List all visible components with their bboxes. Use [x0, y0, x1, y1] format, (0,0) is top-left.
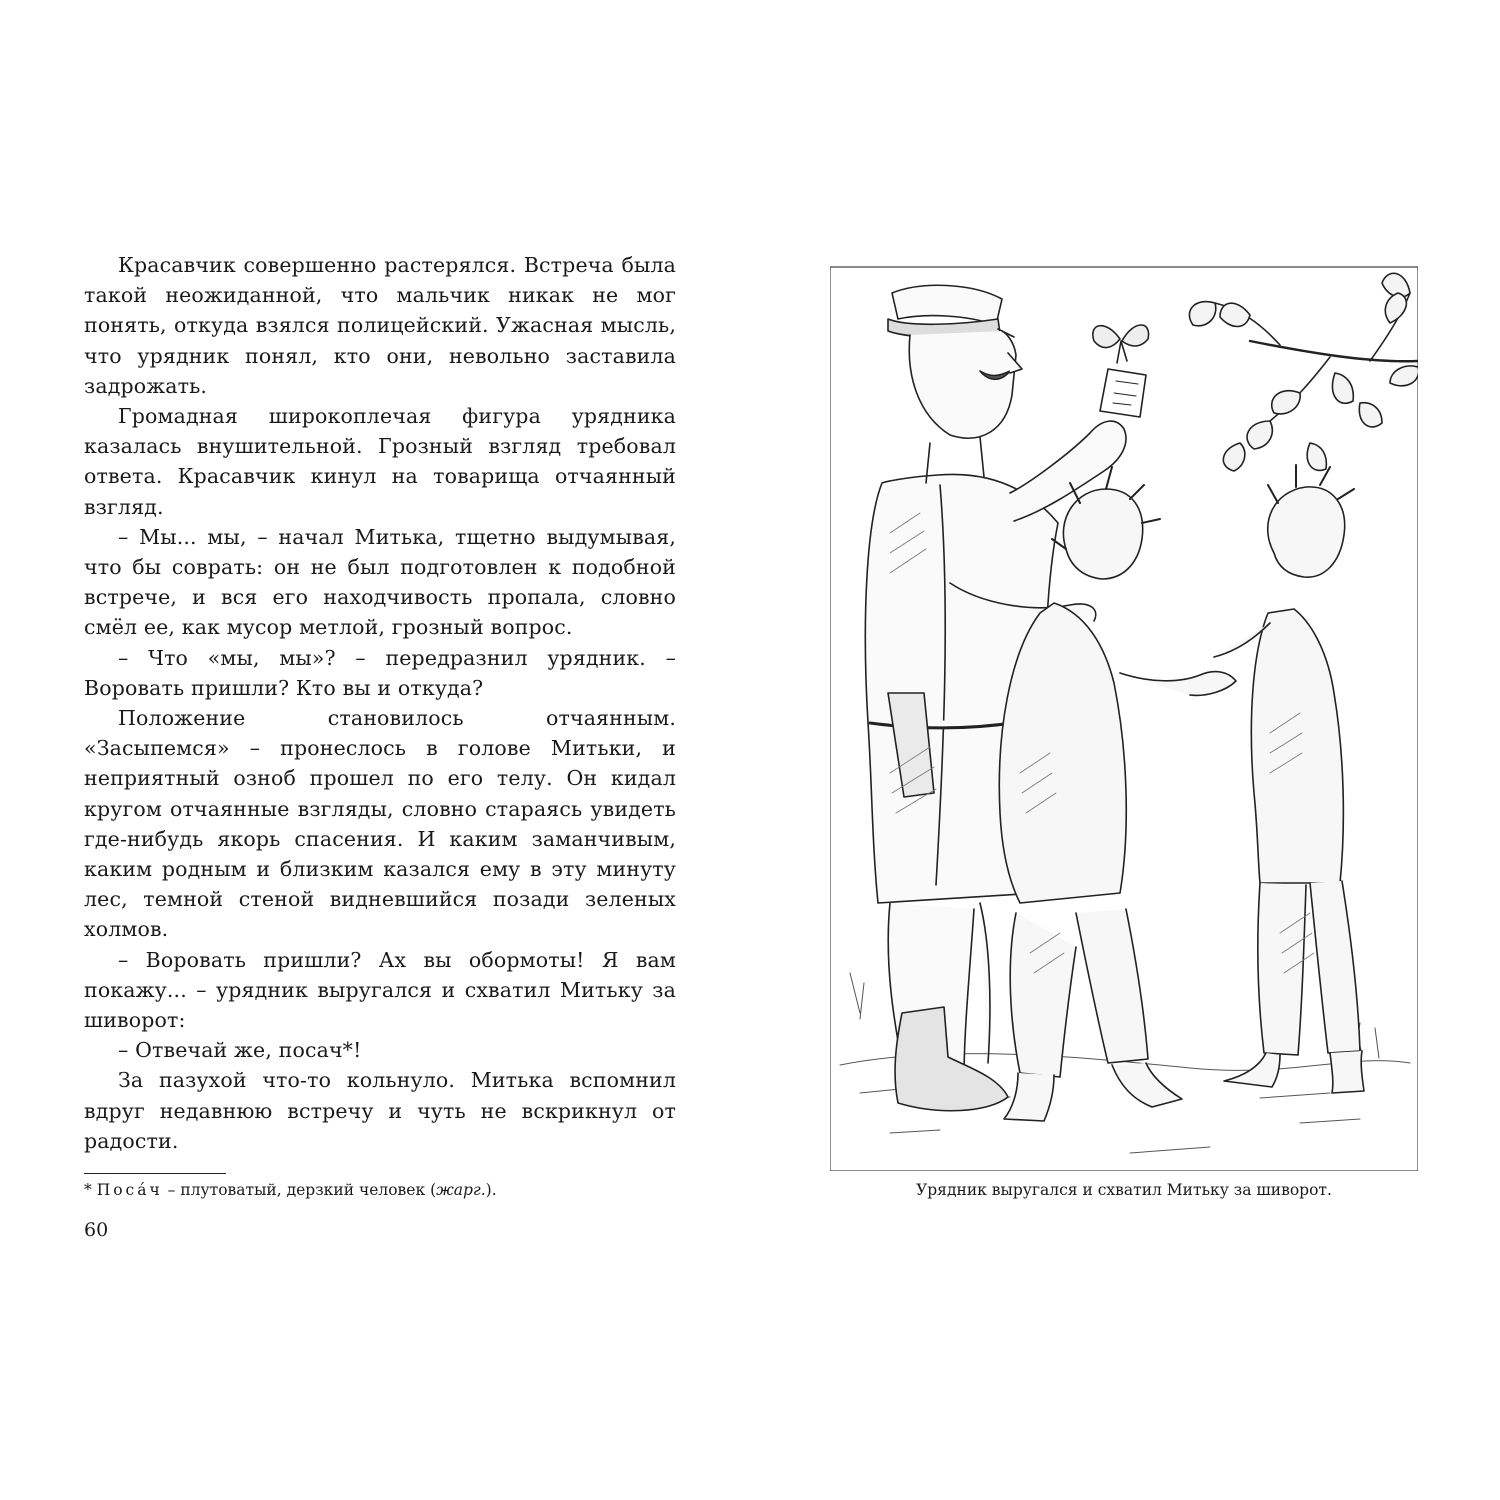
body-text	[84, 250, 676, 1156]
paragraph: Положение становилось отчаянным. «Засыпемся» – пронеслось в голове Митьки, и неприятный озноб прошел по его телу. Он кидал кругом отчаянные взгляды, словно стараясь увидеть где-нибудь якорь спасения. И каким заманчивым, каким родным и близким казался ему в эту минуту лес, темной стеной видневшийся позади зеленых холмов.	[84, 706, 676, 942]
footnote-marker: *	[84, 1181, 97, 1199]
page-number: 60	[84, 1219, 109, 1241]
dialogue-paragraph: – Мы... мы, – начал Митька, тщетно выдумывая, что бы соврать: он не был подготовлен к подобной встрече, и вся его находчивость пропала, словно смёл ее, как мусор метлой, грозный вопрос.	[84, 524, 676, 640]
paragraph: Красавчик совершенно растерялся. Встреча была такой неожиданной, что мальчик никак не мог понять, откуда взялся полицейский. Ужасная мысль, что урядник понял, кто они, невольно заставила задрожать.	[84, 253, 676, 398]
footnote-term: Посáч	[96, 1181, 163, 1199]
footnote-definition: – плутоватый, дерзкий человек (	[162, 1181, 437, 1199]
footnote-abbrev: жарг.	[436, 1181, 486, 1199]
footnote-close: ).	[485, 1181, 497, 1199]
illustration-caption: Урядник выругался и схватил Митьку за шиворот.	[916, 1181, 1332, 1199]
butterfly	[1093, 325, 1149, 363]
footnote-rule	[84, 1173, 226, 1174]
tree-branch	[1189, 273, 1418, 471]
dialogue-paragraph: – Отвечай же, посач*!	[118, 1038, 362, 1063]
footnote	[84, 1180, 684, 1200]
illustration-drawing	[830, 253, 1418, 1171]
boy-standing-figure	[1214, 465, 1364, 1093]
illustration	[830, 253, 1418, 1171]
paragraph: За пазухой что-то кольнуло. Митька вспомнил вдруг недавнюю встречу и чуть не вскрикнул от радости.	[84, 1068, 676, 1153]
dialogue-paragraph: – Что «мы, мы»? – передразнил урядник. – Воровать пришли? Кто вы и откуда?	[84, 645, 676, 700]
dialogue-paragraph: – Воровать пришли? Ах вы обормоты! Я вам покажу... – урядник выругался и схватил Митьку за шиворот:	[84, 947, 676, 1033]
paragraph: Громадная широкоплечая фигура урядника казалась внушительной. Грозный взгляд требовал ответа. Красавчик кинул на товарища отчаянный взгляд.	[84, 404, 676, 519]
